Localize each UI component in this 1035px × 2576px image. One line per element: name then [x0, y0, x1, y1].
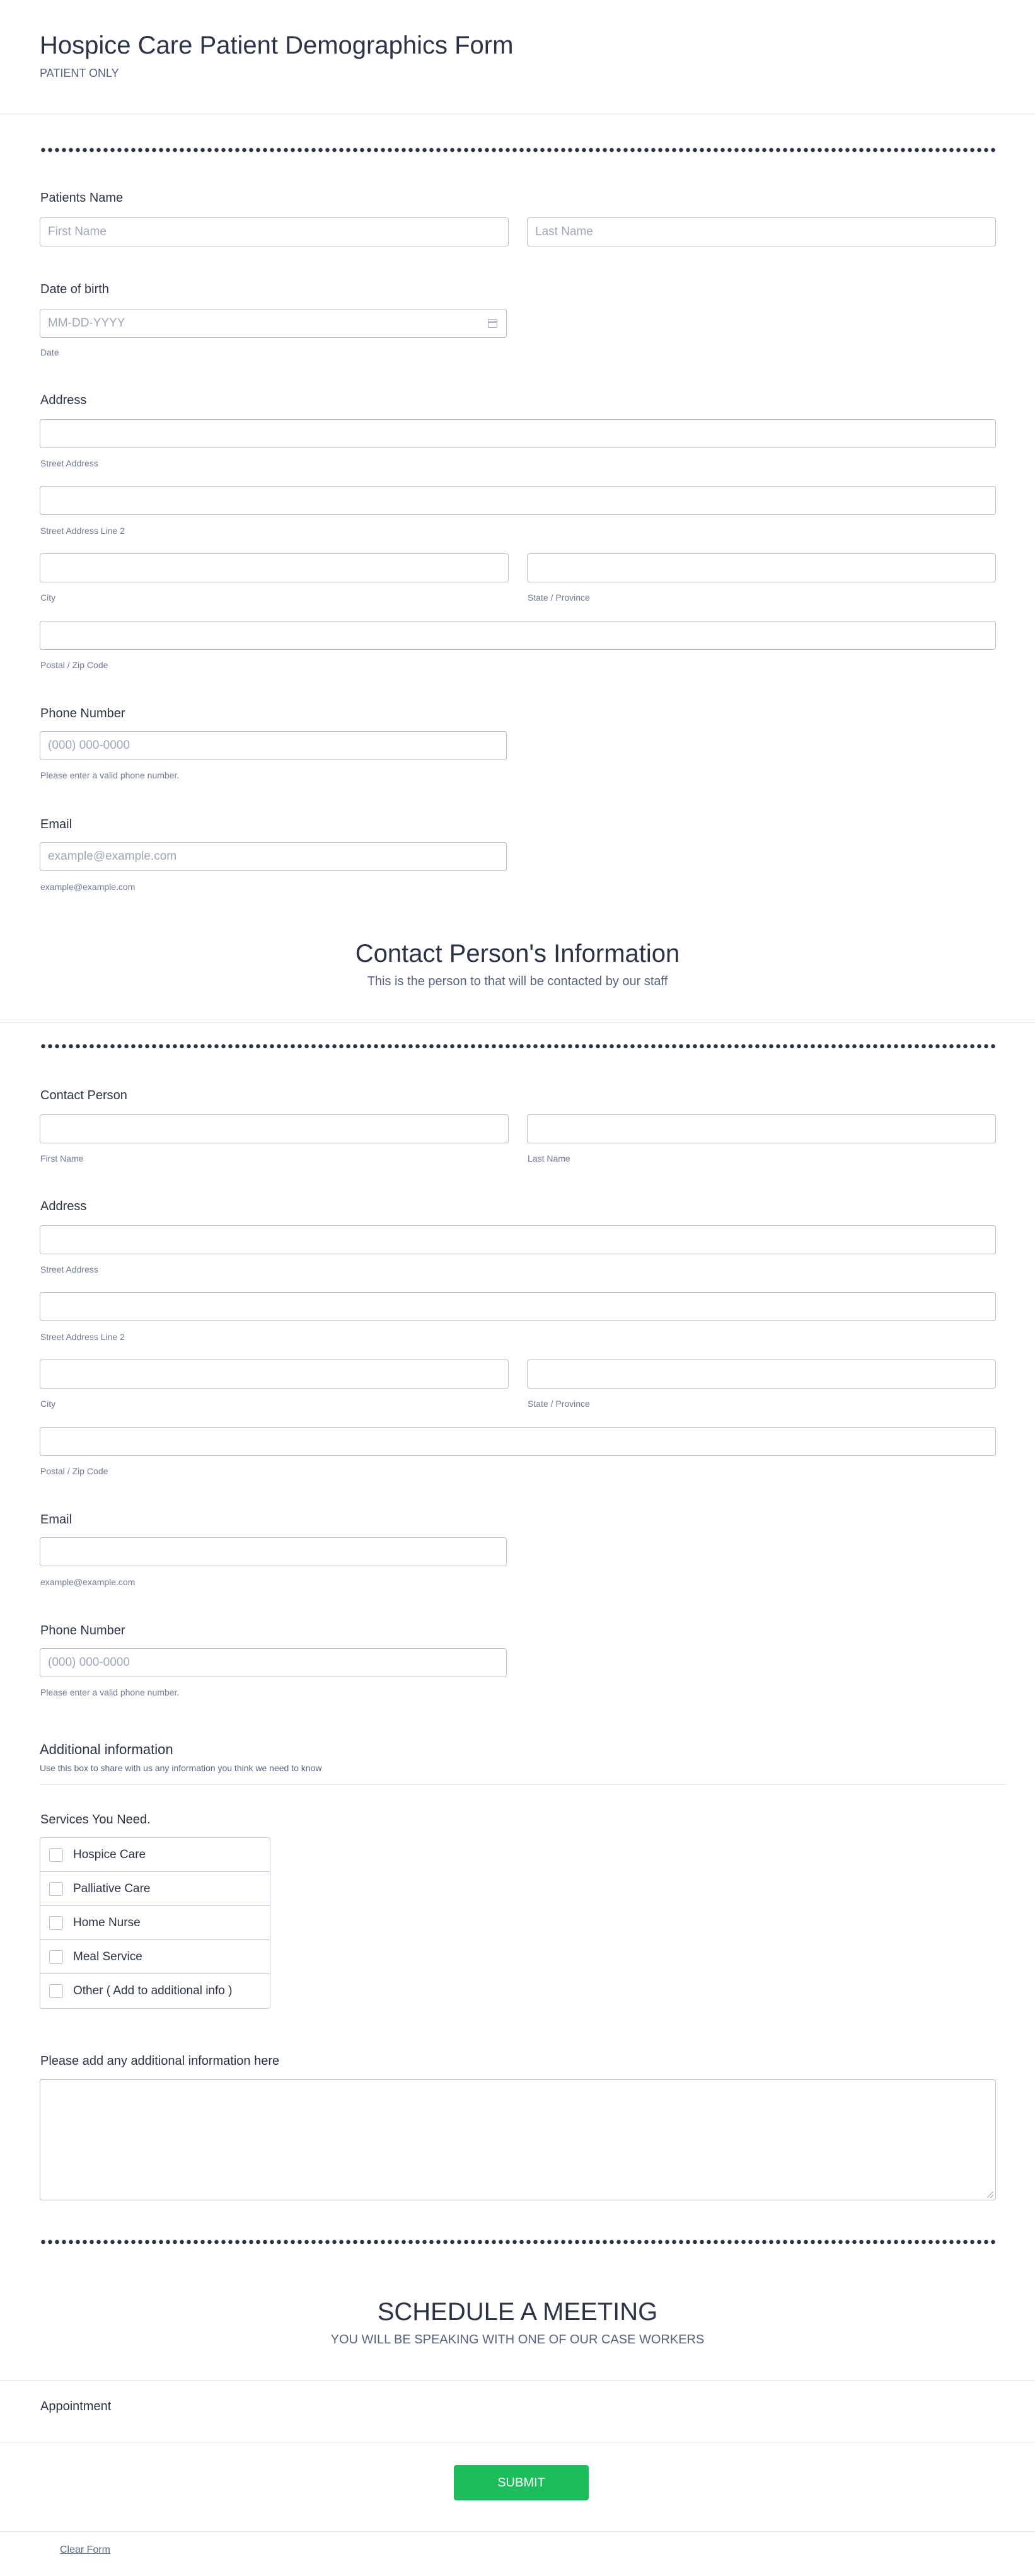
- service-option-label: Meal Service: [73, 1949, 142, 1963]
- service-option-label: Hospice Care: [73, 1847, 146, 1861]
- email-sublabel: example@example.com: [40, 1577, 136, 1587]
- checkbox[interactable]: [49, 1984, 63, 1998]
- dob-sublabel: Date: [40, 347, 59, 357]
- dob-placeholder: MM-DD-YYYY: [48, 316, 125, 330]
- contact-address-label: Address: [40, 1199, 87, 1213]
- first-name-sublabel: First Name: [40, 1153, 84, 1164]
- checkbox[interactable]: [49, 1950, 63, 1964]
- checkbox[interactable]: [49, 1916, 63, 1930]
- contact-street2-input[interactable]: [40, 1292, 996, 1321]
- additional-textarea-label: Please add any additional information here: [40, 2054, 280, 2068]
- appointment-label: Appointment: [40, 2400, 112, 2413]
- patient-street-input[interactable]: [40, 419, 996, 448]
- contact-section-heading: Contact Person's Information: [355, 940, 680, 967]
- patient-email-label: Email: [40, 817, 72, 831]
- street2-sublabel: Street Address Line 2: [40, 526, 125, 536]
- street-sublabel: Street Address: [40, 458, 98, 468]
- patient-phone-label: Phone Number: [40, 707, 125, 720]
- contact-person-label: Contact Person: [40, 1089, 127, 1102]
- contact-email-input[interactable]: [40, 1537, 507, 1566]
- divider: [0, 2531, 1035, 2532]
- schedule-description: YOU WILL BE SPEAKING WITH ONE OF OUR CASE WORKERS: [330, 2333, 705, 2347]
- clear-form-link[interactable]: Clear Form: [60, 2544, 111, 2555]
- dotted-divider: [40, 147, 996, 153]
- service-option-label: Palliative Care: [73, 1881, 151, 1895]
- services-checklist: [40, 1837, 270, 2009]
- dob-label: Date of birth: [40, 282, 109, 296]
- patient-address-label: Address: [40, 393, 87, 407]
- state-sublabel: State / Province: [528, 1399, 590, 1409]
- contact-phone-input[interactable]: (000) 000-0000: [40, 1648, 507, 1677]
- last-name-sublabel: Last Name: [528, 1153, 570, 1164]
- zip-sublabel: Postal / Zip Code: [40, 1466, 108, 1476]
- dotted-divider: [40, 2239, 996, 2244]
- contact-state-input[interactable]: [527, 1360, 996, 1389]
- divider: [0, 113, 1035, 114]
- calendar-icon[interactable]: [488, 319, 497, 328]
- city-sublabel: City: [40, 592, 56, 603]
- service-option-meal-service[interactable]: [40, 1940, 270, 1974]
- contact-city-input[interactable]: [40, 1360, 509, 1389]
- divider: [0, 2380, 1035, 2381]
- contact-street-input[interactable]: [40, 1225, 996, 1254]
- service-option-label: Home Nurse: [73, 1915, 141, 1929]
- service-option-other[interactable]: [40, 1974, 270, 2008]
- divider: [40, 1784, 1006, 1785]
- dotted-divider: [40, 1044, 996, 1049]
- email-sublabel: example@example.com: [40, 882, 136, 892]
- contact-first-name-input[interactable]: [40, 1114, 509, 1143]
- additional-info-heading: Additional information: [40, 1741, 173, 1757]
- divider: [0, 1022, 1035, 1023]
- phone-sublabel: Please enter a valid phone number.: [40, 1687, 180, 1697]
- additional-info-description: Use this box to share with us any information you think we need to know: [40, 1763, 322, 1773]
- patient-email-input[interactable]: example@example.com: [40, 842, 507, 871]
- zip-sublabel: Postal / Zip Code: [40, 660, 108, 670]
- contact-phone-label: Phone Number: [40, 1624, 125, 1637]
- contact-section-description: This is the person to that will be contacted by our staff: [367, 974, 668, 988]
- form-subtitle: PATIENT ONLY: [40, 67, 119, 79]
- phone-sublabel: Please enter a valid phone number.: [40, 770, 180, 780]
- services-label: Services You Need.: [40, 1813, 151, 1827]
- state-sublabel: State / Province: [528, 592, 590, 603]
- patient-street2-input[interactable]: [40, 486, 996, 515]
- patient-zip-input[interactable]: [40, 621, 996, 650]
- patient-state-input[interactable]: [527, 553, 996, 582]
- patient-city-input[interactable]: [40, 553, 509, 582]
- schedule-heading: SCHEDULE A MEETING: [377, 2298, 658, 2326]
- service-option-palliative-care[interactable]: [40, 1872, 270, 1906]
- patient-name-label: Patients Name: [40, 191, 124, 205]
- form-title: Hospice Care Patient Demographics Form: [40, 32, 514, 59]
- patient-phone-input[interactable]: (000) 000-0000: [40, 731, 507, 760]
- service-option-hospice-care[interactable]: [40, 1838, 270, 1872]
- street2-sublabel: Street Address Line 2: [40, 1332, 125, 1342]
- patient-first-name-input[interactable]: First Name: [40, 217, 509, 246]
- checkbox[interactable]: [49, 1848, 63, 1862]
- dob-input[interactable]: [40, 309, 507, 338]
- checkbox[interactable]: [49, 1882, 63, 1896]
- street-sublabel: Street Address: [40, 1264, 98, 1274]
- service-option-label: Other ( Add to additional info ): [73, 1984, 233, 1997]
- contact-zip-input[interactable]: [40, 1427, 996, 1456]
- additional-info-textarea[interactable]: [40, 2079, 996, 2200]
- contact-last-name-input[interactable]: [527, 1114, 996, 1143]
- contact-email-label: Email: [40, 1513, 72, 1527]
- resize-handle-icon[interactable]: [987, 2192, 993, 2198]
- city-sublabel: City: [40, 1399, 56, 1409]
- submit-button[interactable]: SUBMIT: [454, 2465, 589, 2500]
- patient-last-name-input[interactable]: Last Name: [527, 217, 996, 246]
- service-option-home-nurse[interactable]: [40, 1906, 270, 1940]
